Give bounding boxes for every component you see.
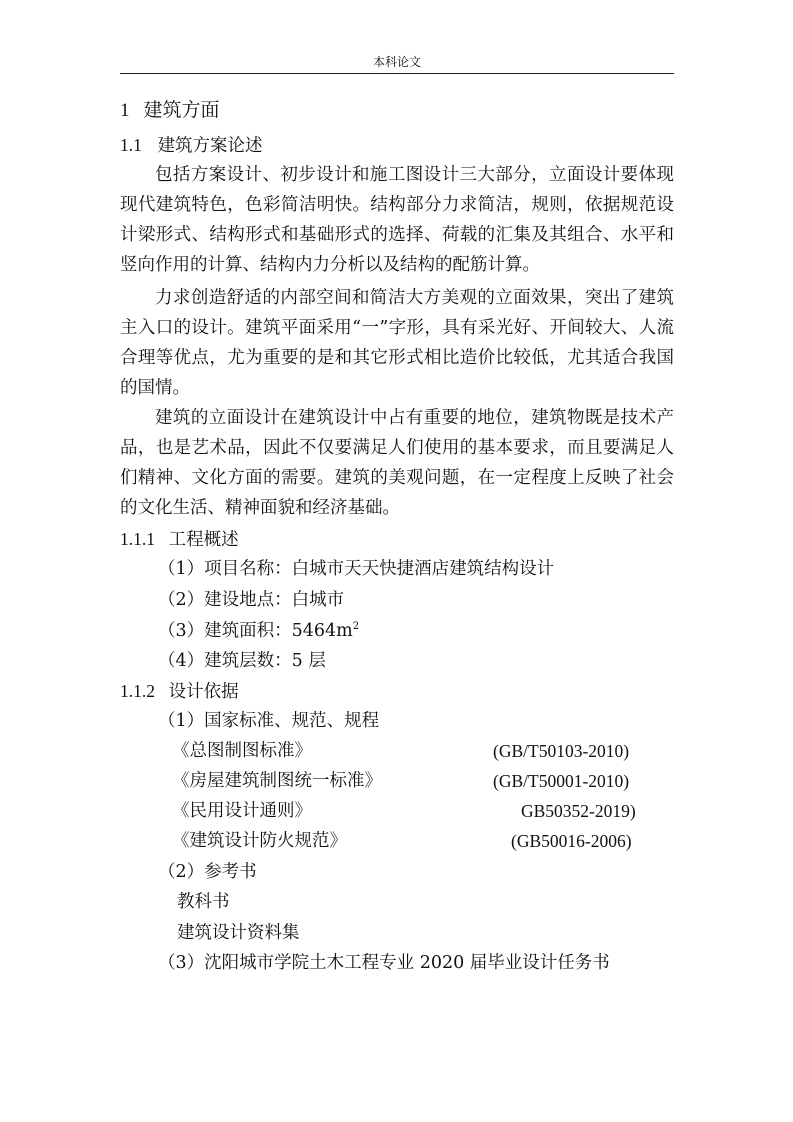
overview-item-floors: （4）建筑层数：5 层 <box>158 651 326 671</box>
page-header: 本科论文 <box>372 55 421 69</box>
section-title: 建筑方面 <box>143 99 220 121</box>
overview-item-location: （2）建设地点：白城市 <box>158 590 345 610</box>
standard-name: 《民用设计通则》 <box>172 801 312 821</box>
standard-name: 《房屋建筑制图统一标准》 <box>172 771 382 791</box>
area-superscript: 2 <box>352 621 360 632</box>
section-title: 设计依据 <box>168 682 239 702</box>
header-divider <box>120 73 674 74</box>
section-number: 1.1.2 <box>120 681 155 701</box>
section-number: 1.1 <box>120 135 142 155</box>
section-number: 1.1.1 <box>120 529 155 549</box>
reference-book: 教科书 <box>177 892 230 912</box>
standard-name: 《总图制图标准》 <box>172 741 312 761</box>
section-heading-1 <box>120 98 220 123</box>
basis-item-assignment: （3）沈阳城市学院土木工程专业 2020 届毕业设计任务书 <box>158 953 610 973</box>
paragraph-1: 包括方案设计、初步设计和施工图设计三大部分，立面设计要体现现代建筑特色，色彩简洁明快。结构部分力求简洁，规则，依据规范设计梁形式、结构形式和基础形式的选择、荷载的汇集及其组合、水平和竖向作用的计算、结构内力分析以及结构的配筋计算。 <box>120 165 674 275</box>
standard-code: (GB50016-2006) <box>511 831 632 851</box>
basis-item-reference-books: （2）参考书 <box>158 862 257 882</box>
overview-item-project-name: （1）项目名称：白城市天天快捷酒店建筑结构设计 <box>158 559 555 579</box>
reference-book: 建筑设计资料集 <box>177 923 300 943</box>
basis-item-standards: （1）国家标准、规范、规程 <box>158 711 380 731</box>
paragraph-3: 建筑的立面设计在建筑设计中占有重要的地位，建筑物既是技术产品，也是艺术品，因此不仅要满足人们使用的基本要求，而且要满足人们精神、文化方面的需要。建筑的美观问题，在一定程度上反映了社会的文化生活、精神面貌和经济基础。 <box>120 408 674 518</box>
overview-item-area <box>158 619 359 643</box>
section-number: 1 <box>120 100 130 121</box>
section-heading-1-1 <box>120 133 262 158</box>
standard-code: (GB/T50103-2010) <box>493 741 630 761</box>
section-heading-1-1-2 <box>120 679 239 704</box>
section-heading-1-1-1 <box>120 527 239 552</box>
paragraph-2: 力求创造舒适的内部空间和简洁大方美观的立面效果，突出了建筑主入口的设计。建筑平面采用“一”字形，具有采光好、开间较大、人流合理等优点，尤为重要的是和其它形式相比造价比较低，尤其适合我国的国情。 <box>120 288 674 398</box>
section-title: 建筑方案论述 <box>157 136 263 156</box>
section-title: 工程概述 <box>168 530 239 550</box>
standard-code: GB50352-2019) <box>521 801 636 821</box>
standard-code: (GB/T50001-2010) <box>493 771 630 791</box>
standard-name: 《建筑设计防火规范》 <box>172 831 347 851</box>
area-text: （3）建筑面积：5464m <box>158 621 353 641</box>
